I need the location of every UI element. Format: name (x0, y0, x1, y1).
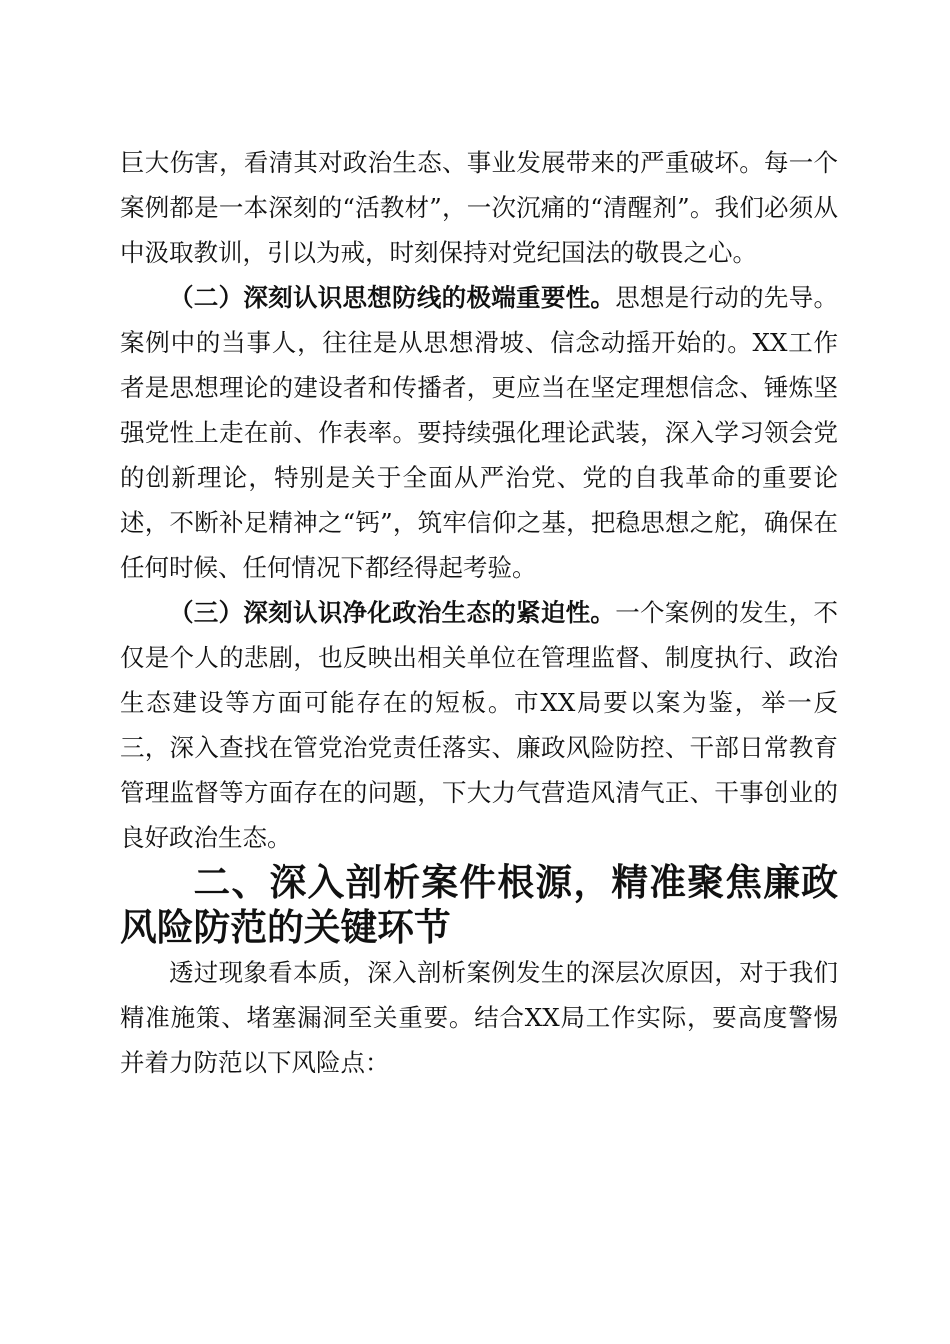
section-heading: 二、深入剖析案件根源，精准聚焦廉政风险防范的关键环节 (120, 861, 838, 949)
subsection-2-lead: （二）深刻认识思想防线的极端重要性。 (169, 283, 616, 312)
subsection-3-lead: （三）深刻认识净化政治生态的紧迫性。 (169, 598, 616, 627)
subsection-3-text: 一个案例的发生，不仅是个人的悲剧，也反映出相关单位在管理监督、制度执行、政治生态建设等方面可能存在的短板。市XX局要以案为鉴，举一反三，深入查找在管党治党责任落实、廉政风险防控、干部日常教育管理监督等方面存在的问题，下大力气营造风清气正、干事创业的良好政治生态。 (120, 598, 839, 852)
subsection-2-paragraph (120, 275, 838, 590)
subsection-3-paragraph (120, 590, 838, 860)
subsection-2-text: 思想是行动的先导。案例中的当事人，往往是从思想滑坡、信念动摇开始的。XX工作者是思想理论的建设者和传播者，更应当在坚定理想信念、锤炼坚强党性上走在前、作表率。要持续强化理论武装，深入学习领会党的创新理论，特别是关于全面从严治党、党的自我革命的重要论述，不断补足精神之“钙”，筑牢信仰之基，把稳思想之舵，确保在任何时候、任何情况下都经得起考验。 (120, 283, 839, 582)
document-body (120, 140, 838, 1085)
closing-paragraph: 透过现象看本质，深入剖析案例发生的深层次原因，对于我们精准施策、堵塞漏洞至关重要。结合XX局工作实际，要高度警惕并着力防范以下风险点： (120, 958, 838, 1077)
paragraph-text: 巨大伤害，看清其对政治生态、事业发展带来的严重破坏。每一个案例都是一本深刻的“活教材”，一次沉痛的“清醒剂”。我们必须从中汲取教训，引以为戒，时刻保持对党纪国法的敬畏之心。 (120, 148, 838, 267)
continued-paragraph (120, 140, 838, 275)
